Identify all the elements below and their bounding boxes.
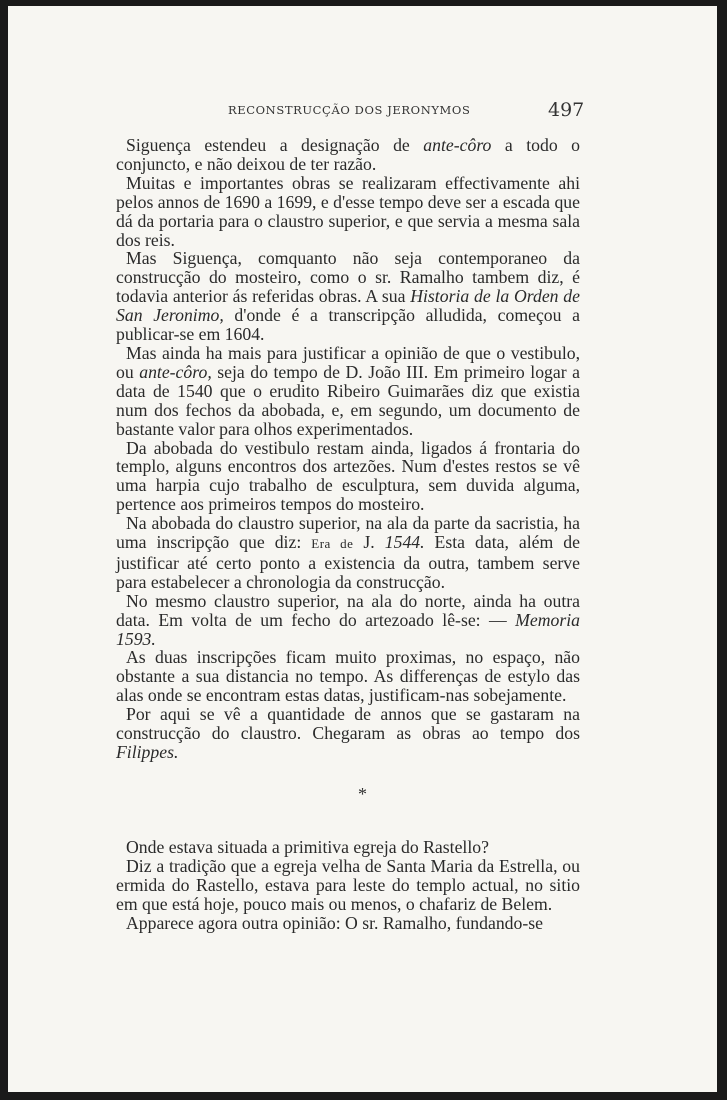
paragraph: As duas inscripções ficam muito proximas, no espaço, não obstante a sua distancia no tempo. As differenças de estylo das alas onde se encontram estas datas, justificam-nas sobejamente. [116,647,580,706]
paragraph: Siguença estendeu a designação de ante-côro a todo o conjuncto, e não deixou de ter razão. [116,135,580,174]
paragraph: Diz a tradição que a egreja velha de Santa Maria da Estrella, ou ermida do Rastello, estava para leste do templo actual, no sitio em que está hoje, pouco mais ou menos, o chafariz de Belem. [116,855,580,914]
paragraph: No mesmo claustro superior, na ala do norte, ainda ha outra data. Em volta de um fecho do artezoado lê-se: — Memoria 1593. [116,590,580,649]
body-text-section-2 [116,838,580,933]
paragraph: Da abobada do vestibulo restam ainda, ligados á frontaria do templo, alguns encontros dos artezões. Num d'estes restos se vê uma harpia cujo trabalho de esculptura, sem duvida alguma, pertence aos primeiros tempos do mosteiro. [116,437,580,515]
running-head [8,101,717,121]
running-title: RECONSTRUCÇÃO DOS JERONYMOS [228,103,471,117]
book-page [8,6,717,1092]
paragraph: Mas ainda ha mais para justificar a opinião de que o vestibulo, ou ante-côro, seja do tempo de D. João III. Em primeiro logar a data de 1540 que o erudito Ribeiro Guimarães diz que existia num dos fechos da abobada, e, em segundo, um documento de bastante valor para olhos experimentados. [116,342,580,439]
page-number: 497 [548,99,585,121]
paragraph: Onde estava situada a primitiva egreja do Rastello? [126,837,489,857]
paragraph: Apparece agora outra opinião: O sr. Ramalho, fundando-se [126,912,543,933]
section-separator: * [358,784,367,804]
paragraph: Mas Siguença, comquanto não seja contemporaneo da construcção do mosteiro, como o sr. Ramalho tambem diz, é todavia anterior ás referidas obras. A sua Historia de la Orden de San Jeronimo, d'onde é a transcripção alludida, começou a publicar-se em 1604. [116,248,580,345]
paragraph: Por aqui se vê a quantidade de annos que se gastaram na construcção do claustro. Chegaram as obras ao tempo dos Filippes. [116,704,580,762]
paragraph: Muitas e importantes obras se realizaram effectivamente ahi pelos annos de 1690 a 1699, e d'esse tempo deve ser a escada que dá da portaria para o claustro superior, e que servia a mesma sala dos reis. [116,172,580,250]
paragraph: Na abobada do claustro superior, na ala da parte da sacristia, ha uma inscripção que diz: Era de J. 1544. Esta data, além de justificar até certo ponto a existencia da outra, tambem serve para estabelecer a chronologia da construcção. [116,513,580,592]
body-text [116,136,580,762]
